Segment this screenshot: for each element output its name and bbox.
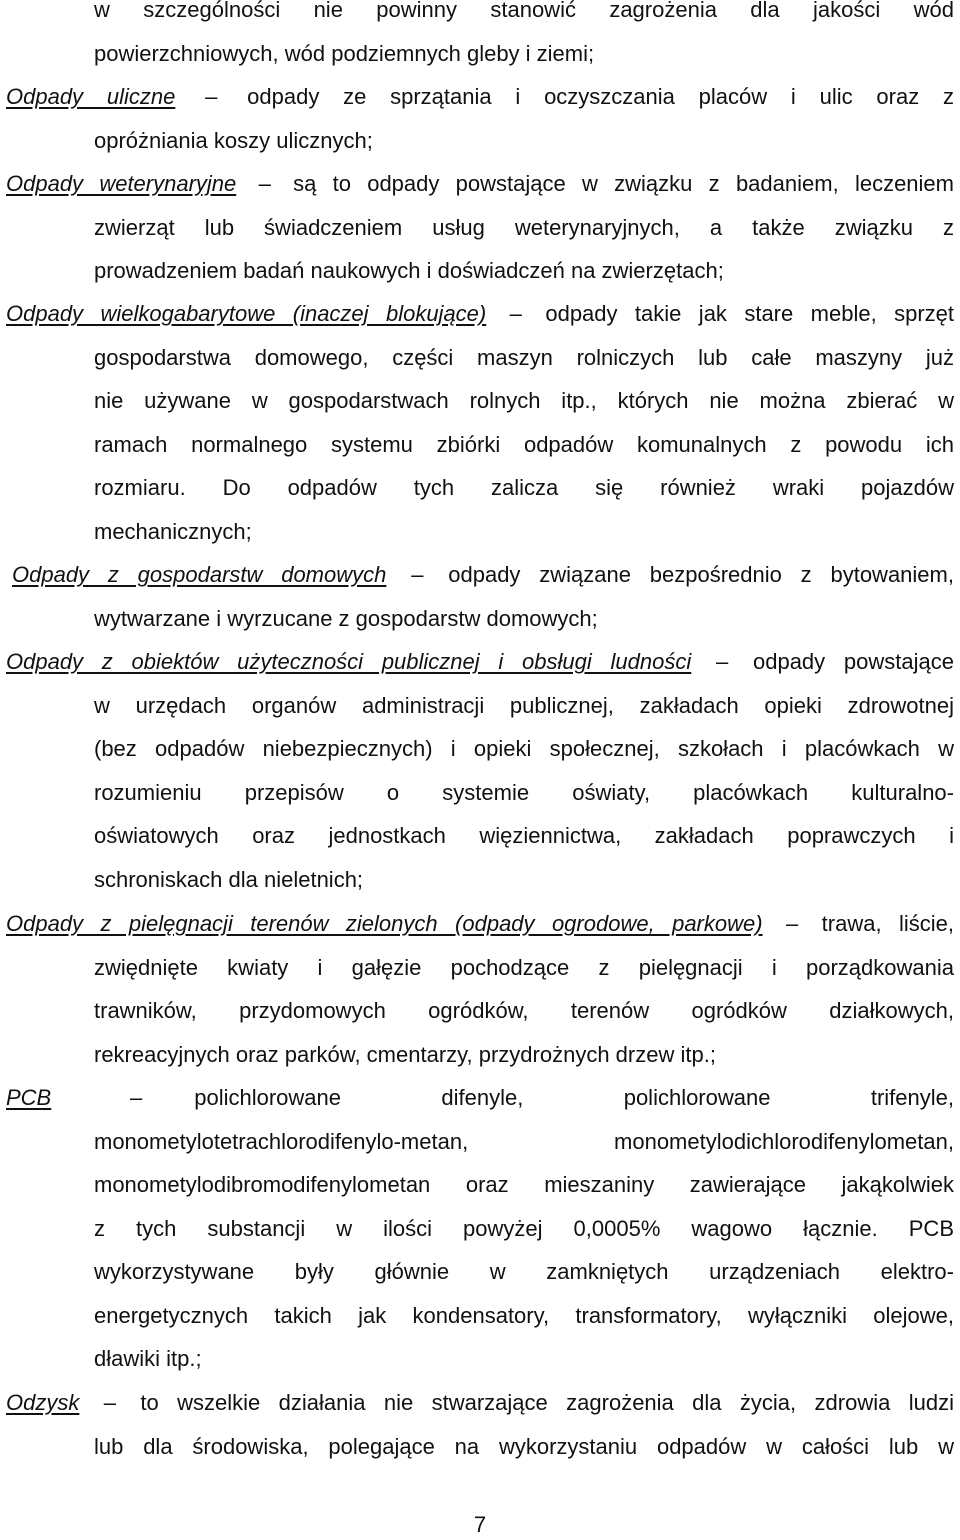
text-line: zwiędnięte kwiaty i gałęzie pochodzące z pielęgnacji i porządkowania [94, 954, 954, 980]
definition-first-line [6, 1381, 954, 1425]
definition-odpady-uliczne [6, 75, 954, 162]
defined-term: Odpady z obiektów użyteczności publicznej i obsługi ludności [6, 649, 692, 674]
text-line: monometylodibromodifenylometan oraz mieszaniny zawierające jakąkolwiek [94, 1172, 954, 1197]
continuation-paragraph [6, 0, 954, 75]
text-line: ramach normalnego systemu zbiórki odpadów komunalnych z powodu ich [94, 431, 954, 457]
text-line: wykorzystywane były głównie w zamkniętych urządzeniach elektro- [94, 1259, 954, 1284]
definition-odzysk [6, 1381, 954, 1468]
definition-text: trawa, liście, [821, 911, 954, 936]
definition-odpady-wielkogabarytowe [6, 292, 954, 553]
text-line: rozmiaru. Do odpadów tych zalicza się również wraki pojazdów [94, 475, 954, 500]
defined-term: PCB [6, 1085, 52, 1110]
text-line: lub dla środowiska, polegające na wykorzystaniu odpadów w całości lub w [94, 1433, 954, 1459]
definition-text: to wszelkie działania nie stwarzające zagrożenia dla życia, zdrowia ludzi [140, 1390, 954, 1415]
definition-text: odpady ze sprzątania i oczyszczania placów i ulic oraz z [247, 84, 954, 109]
definition-first-text [130, 1076, 954, 1120]
dash: – [103, 1390, 116, 1415]
text-line: z tych substancji w ilości powyżej 0,0005% wagowo łącznie. PCB [94, 1215, 954, 1241]
defined-term: Odzysk [6, 1390, 80, 1415]
definition-text: odpady związane bezpośrednio z bytowaniem, [448, 562, 954, 587]
text-line: nie używane w gospodarstwach rolnych itp., których nie można zbierać w [94, 388, 954, 413]
text-line: (bez odpadów niebezpiecznych) i opieki społecznej, szkołach i placówkach w [94, 736, 954, 761]
text-line: rozumieniu przepisów o systemie oświaty, placówkach kulturalno- [94, 779, 954, 805]
text-line: w szczególności nie powinny stanowić zagrożenia dla jakości wód [94, 0, 954, 22]
text-line: monometylotetrachlorodifenylo-metan, monometylodichlorodifenylometan, [94, 1128, 954, 1154]
text-line: prowadzeniem badań naukowych i doświadczeń na zwierzętach; [94, 258, 724, 283]
dash: – [258, 171, 271, 196]
text-line: schroniskach dla nieletnich; [94, 866, 364, 892]
definition-first-line [6, 292, 954, 336]
definition-text: odpady powstające [752, 649, 954, 674]
definition-odpady-z-pielegnacji-terenow [6, 902, 954, 1076]
text-line: opróżniania koszy ulicznych; [94, 127, 373, 153]
definition-text: polichlorowane difenyle, polichlorowane trifenyle, [194, 1085, 954, 1110]
text-line: dławiki itp.; [94, 1346, 202, 1371]
definition-text: są to odpady powstające w związku z badaniem, leczeniem [293, 171, 954, 196]
text-line: trawników, przydomowych ogródków, terenów ogródków działkowych, [94, 998, 954, 1023]
text-line: gospodarstwa domowego, części maszyn rolniczych lub całe maszyny już [94, 344, 954, 370]
text-line: w urzędach organów administracji publicznej, zakładach opieki zdrowotnej [94, 692, 954, 718]
dash: – [130, 1085, 143, 1110]
definition-first-line [6, 1076, 954, 1120]
dash: – [785, 911, 799, 936]
definition-first-line [6, 640, 954, 684]
definition-pcb [6, 1076, 954, 1381]
dash: – [715, 649, 729, 674]
page-number: 7 [473, 1512, 487, 1537]
defined-term: Odpady weterynaryjne [6, 171, 237, 196]
definition-odpady-weterynaryjne [6, 162, 954, 293]
text-line: oświatowych oraz jednostkach więziennictwa, zakładach poprawczych i [94, 823, 954, 848]
definition-first-line [6, 75, 954, 119]
definition-first-line [6, 162, 954, 206]
definition-odpady-z-obiektow-uzytecznosci [6, 640, 954, 901]
text-line: zwierząt lub świadczeniem usług weterynaryjnych, a także związku z [94, 214, 954, 240]
dash: – [411, 562, 424, 587]
defined-term: Odpady wielkogabarytowe (inaczej blokujące) [6, 301, 487, 326]
defined-term: Odpady z pielęgnacji terenów zielonych (odpady ogrodowe, parkowe) [6, 911, 763, 936]
dash: – [205, 84, 218, 109]
text-line: rekreacyjnych oraz parków, cmentarzy, przydrożnych drzew itp.; [94, 1041, 716, 1067]
defined-term: Odpady uliczne [6, 84, 176, 109]
text-line: mechanicznych; [94, 518, 252, 544]
dash: – [509, 301, 522, 326]
definition-text: odpady takie jak stare meble, sprzęt [545, 301, 955, 326]
text-line: powierzchniowych, wód podziemnych gleby i ziemi; [94, 40, 595, 66]
definition-first-line [6, 553, 954, 597]
text-line: wytwarzane i wyrzucane z gospodarstw domowych; [94, 605, 598, 631]
defined-term: Odpady z gospodarstw domowych [12, 562, 387, 587]
text-line: energetycznych takich jak kondensatory, transformatory, wyłączniki olejowe, [94, 1302, 954, 1328]
definition-first-line [6, 902, 954, 946]
definition-odpady-z-gospodarstw-domowych [6, 553, 954, 640]
